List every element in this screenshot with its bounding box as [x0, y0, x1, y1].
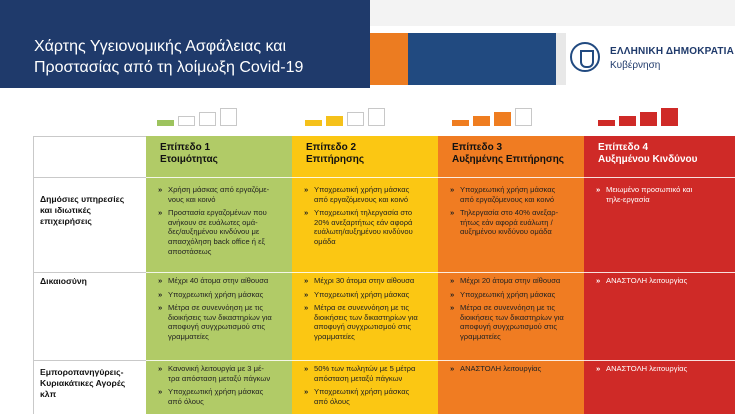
measure-text	[460, 290, 555, 300]
measure-item	[450, 364, 580, 374]
measure-item	[596, 364, 731, 374]
measures-table	[33, 136, 735, 414]
measure-text	[314, 290, 409, 300]
measures-cell	[146, 272, 292, 360]
measures-cell	[438, 177, 584, 272]
measure-text-line: αποφυγή συγχρωτισμού στις	[314, 322, 411, 332]
measure-text	[606, 276, 687, 286]
page-title-line: Προστασίας από τη λοίμωξη Covid-19	[34, 59, 304, 76]
measure-text	[460, 364, 541, 374]
row-label-cell	[33, 360, 146, 414]
measure-text-line: αυξημένου κινδύνου ομάδα	[460, 227, 552, 237]
measures-cell	[438, 272, 584, 360]
measure-text	[314, 276, 414, 286]
measure-text	[460, 303, 564, 341]
measure-item	[304, 290, 434, 300]
measures-cell	[292, 360, 438, 414]
measure-text-line: 20% ανεξαρτήτως εάν αφορά	[314, 217, 413, 227]
orange-stripe	[370, 33, 408, 85]
row-label-line: Δημόσιες υπηρεσίες	[40, 194, 125, 204]
bullet-chevron-icon: »	[596, 185, 601, 194]
bullet-chevron-icon: »	[450, 364, 455, 373]
measures-cell	[292, 272, 438, 360]
measure-text-line: Μέχρι 20 άτομα στην αίθουσα	[460, 276, 561, 285]
measure-text-line: από εργαζόμενους και κοινό	[460, 194, 555, 204]
bullet-chevron-icon: »	[450, 289, 455, 299]
measure-item	[158, 290, 288, 300]
indicator-bar	[494, 112, 511, 126]
level-name: Αυξημένου Κινδύνου	[598, 154, 698, 165]
indicator-bar	[347, 112, 364, 126]
measures-cell	[584, 177, 735, 272]
measure-text	[460, 208, 558, 237]
measure-text-line: Υποχρεωτική τηλεργασία στο	[314, 208, 413, 218]
measure-text	[314, 303, 418, 341]
level-name: Επιτήρησης	[306, 154, 365, 165]
page-title	[34, 36, 364, 78]
row-label-line: Κυριακάτικες Αγορές	[40, 378, 126, 388]
measure-item	[450, 185, 580, 204]
bullet-chevron-icon: »	[304, 185, 309, 194]
measure-text-line: αποφυγή συγχρωτισμού στις	[168, 322, 265, 332]
indicator-bar	[515, 108, 532, 126]
page-title-line: Χάρτης Υγειονομικής Ασφάλειας και	[34, 38, 287, 55]
measure-text	[168, 387, 263, 406]
measure-text-line: Υποχρεωτική χρήση μάσκας	[460, 289, 556, 299]
measure-text-line: Κανονική λειτουργία με 3 μέ-	[168, 364, 264, 373]
measure-item	[158, 276, 288, 286]
bullet-chevron-icon: »	[158, 303, 163, 313]
logo-subtitle: Κυβέρνηση	[610, 60, 661, 71]
measure-text-line: ΑΝΑΣΤΟΛΗ λειτουργίας	[460, 364, 542, 373]
row-label-line: Εμποροπανηγύρεις-	[40, 367, 124, 377]
measure-text-line: γραμματείες	[168, 331, 209, 341]
measures-cell	[584, 272, 735, 360]
bullet-chevron-icon: »	[450, 185, 455, 194]
bullet-chevron-icon: »	[304, 364, 309, 373]
measure-text	[606, 185, 692, 204]
measures-cell	[146, 360, 292, 414]
row-label-line: Δικαιοσύνη	[40, 276, 87, 286]
measure-text-line: Μέχρι 30 άτομα στην αίθουσα	[314, 276, 415, 285]
measure-text-line: 50% των πωλητών με 5 μέτρα	[314, 364, 416, 373]
measure-text-line: Μέτρα σε συνεννόηση με τις	[460, 303, 556, 313]
measure-text	[168, 364, 270, 383]
measure-text-line: από όλους	[168, 396, 204, 406]
level-3-indicator	[452, 104, 538, 126]
measure-text-line: από εργαζόμενους και κοινό	[314, 194, 409, 204]
measure-text-line: ΑΝΑΣΤΟΛΗ λειτουργίας	[606, 364, 688, 373]
measure-text	[314, 364, 415, 383]
government-logo	[566, 40, 735, 78]
measure-item	[304, 185, 434, 204]
indicator-bar	[178, 116, 195, 126]
measure-text-line: Μέτρα σε συνεννόηση με τις	[168, 303, 264, 313]
indicator-bar	[473, 116, 490, 126]
measure-item	[304, 303, 434, 341]
measure-text-line: από όλους	[314, 396, 350, 406]
indicator-bar	[452, 120, 469, 126]
measure-text-line: διοικήσεις των δικαστηρίων για	[460, 312, 564, 322]
measure-text-line: Μέχρι 40 άτομα στην αίθουσα	[168, 276, 269, 285]
indicator-bar	[619, 116, 636, 126]
level-2-header	[292, 136, 438, 177]
measure-text-line: απασχόληση back office ή εξ	[168, 236, 265, 246]
header-banner	[0, 0, 370, 88]
bullet-chevron-icon: »	[158, 387, 163, 397]
measure-text-line: ΑΝΑΣΤΟΛΗ λειτουργίας	[606, 276, 688, 285]
bullet-chevron-icon: »	[450, 276, 455, 285]
measure-item	[596, 185, 731, 204]
bullet-chevron-icon: »	[450, 303, 455, 313]
indicator-bar	[598, 120, 615, 126]
measure-text-line: ευάλωτη/αυξημένου κινδύνου	[314, 227, 413, 237]
measure-text-line: Προστασία εργαζομένων που	[168, 208, 267, 218]
measure-text-line: ανήκουν σε ευάλωτες ομά-	[168, 217, 258, 227]
row-label-line: και ιδιωτικές	[40, 205, 91, 215]
measure-text-line: νους και κοινό	[168, 194, 216, 204]
row-label-cell	[33, 272, 146, 360]
level-number: Επίπεδο 3	[452, 142, 503, 153]
level-3-header	[438, 136, 584, 177]
measure-text	[460, 276, 560, 286]
indicator-bar	[640, 112, 657, 126]
measure-text	[168, 185, 269, 204]
measure-text	[168, 208, 267, 256]
measure-text-line: γραμματείες	[314, 331, 355, 341]
level-4-header	[584, 136, 735, 177]
measure-text-line: αποφυγή συγχρωτισμού στις	[460, 322, 557, 332]
measures-cell	[584, 360, 735, 414]
measures-cell	[292, 177, 438, 272]
table-row	[33, 272, 735, 360]
indicator-bar	[305, 120, 322, 126]
measure-text-line: γραμματείες	[460, 331, 501, 341]
measure-item	[158, 185, 288, 204]
measure-text-line: Υποχρεωτική χρήση μάσκας	[168, 387, 264, 397]
indicator-bar	[220, 108, 237, 126]
measure-item	[450, 276, 580, 286]
grey-stripe	[556, 33, 566, 85]
level-number: Επίπεδο 4	[598, 142, 649, 153]
measure-text-line: Υποχρεωτική χρήση μάσκας	[460, 185, 556, 194]
level-name: Αυξημένης Επιτήρησης	[452, 154, 565, 165]
measure-text	[606, 364, 687, 374]
measure-text-line: Υποχρεωτική χρήση μάσκας	[168, 289, 264, 299]
bullet-chevron-icon: »	[304, 289, 309, 299]
measure-text	[168, 303, 272, 341]
bullet-chevron-icon: »	[158, 364, 163, 373]
measure-text	[314, 185, 409, 204]
measure-text-line: διοικήσεις των δικαστηρίων για	[314, 312, 418, 322]
row-label	[40, 276, 87, 287]
measure-text-line: Υποχρεωτική χρήση μάσκας	[314, 289, 410, 299]
measure-text-line: Χρήση μάσκας από εργαζόμε-	[168, 185, 270, 194]
measure-item	[450, 208, 580, 237]
measure-text-line: διοικήσεις των δικαστηρίων για	[168, 312, 272, 322]
measure-text-line: δες/αυξημένου κινδύνου με	[168, 227, 260, 237]
bullet-chevron-icon: »	[304, 208, 309, 218]
measure-text-line: Υποχρεωτική χρήση μάσκας	[314, 387, 410, 397]
measure-text-line: ομάδα	[314, 236, 336, 246]
measure-item	[596, 276, 731, 286]
blue-stripe	[408, 33, 556, 85]
bullet-chevron-icon: »	[158, 185, 163, 194]
measure-text-line: τρα απόσταση μεταξύ πάγκων	[168, 373, 271, 383]
measure-item	[158, 387, 288, 406]
measure-text	[460, 185, 555, 204]
measure-text-line: Μειωμένο προσωπικό και	[606, 185, 693, 194]
measure-text-line: απόσταση μεταξύ πάγκων	[314, 373, 403, 383]
indicator-bar	[661, 108, 678, 126]
measure-text-line: Υποχρεωτική χρήση μάσκας	[314, 185, 410, 194]
table-row	[33, 360, 735, 414]
bullet-chevron-icon: »	[450, 208, 455, 218]
level-1-indicator	[157, 104, 243, 126]
row-label	[40, 194, 124, 227]
indicator-bar	[368, 108, 385, 126]
bullet-chevron-icon: »	[304, 276, 309, 285]
measure-text-line: τηλε-εργασία	[606, 194, 650, 204]
bullet-chevron-icon: »	[596, 276, 601, 285]
indicator-bar	[157, 120, 174, 126]
measure-text-line: Τηλεργασία στο 40% ανεξαρ-	[460, 208, 559, 218]
measure-item	[158, 303, 288, 341]
measure-item	[304, 364, 434, 383]
level-name: Ετοιμότητας	[160, 154, 218, 165]
indicator-bar	[199, 112, 216, 126]
row-label-cell	[33, 177, 146, 272]
level-number: Επίπεδο 2	[306, 142, 357, 153]
bullet-chevron-icon: »	[304, 387, 309, 397]
bullet-chevron-icon: »	[158, 276, 163, 285]
bullet-chevron-icon: »	[596, 364, 601, 373]
bullet-chevron-icon: »	[158, 208, 163, 218]
bullet-chevron-icon: »	[158, 289, 163, 299]
level-number: Επίπεδο 1	[160, 142, 211, 153]
measure-text-line: αποστάσεως	[168, 246, 212, 256]
indicator-bar	[326, 116, 343, 126]
measures-cell	[438, 360, 584, 414]
level-1-header	[146, 136, 292, 177]
measure-item	[304, 208, 434, 246]
measure-text	[314, 208, 413, 246]
measure-text	[168, 276, 268, 286]
table-row	[33, 177, 735, 272]
measure-item	[158, 364, 288, 383]
row-label	[40, 367, 125, 400]
measure-item	[304, 387, 434, 406]
measure-text	[168, 290, 263, 300]
measure-text-line: τήτως εάν αφορά ευάλωτη /	[460, 217, 553, 227]
row-label-line: κλπ	[40, 389, 57, 399]
bullet-chevron-icon: »	[304, 303, 309, 313]
measure-item	[158, 208, 288, 256]
row-label-line: επιχειρήσεις	[40, 216, 92, 226]
header-corner-cell	[33, 136, 146, 177]
measure-text-line: Μέτρα σε συνεννόηση με τις	[314, 303, 410, 313]
measure-item	[450, 290, 580, 300]
table-header-row	[33, 136, 735, 177]
crest-icon	[570, 42, 600, 72]
measure-item	[304, 276, 434, 286]
measure-text	[314, 387, 409, 406]
header-stripe-band	[370, 0, 735, 26]
level-4-indicator	[598, 104, 684, 126]
measures-cell	[146, 177, 292, 272]
measure-item	[450, 303, 580, 341]
level-2-indicator	[305, 104, 391, 126]
logo-name: ΕΛΛΗΝΙΚΗ ΔΗΜΟΚΡΑΤΙΑ	[610, 46, 735, 57]
